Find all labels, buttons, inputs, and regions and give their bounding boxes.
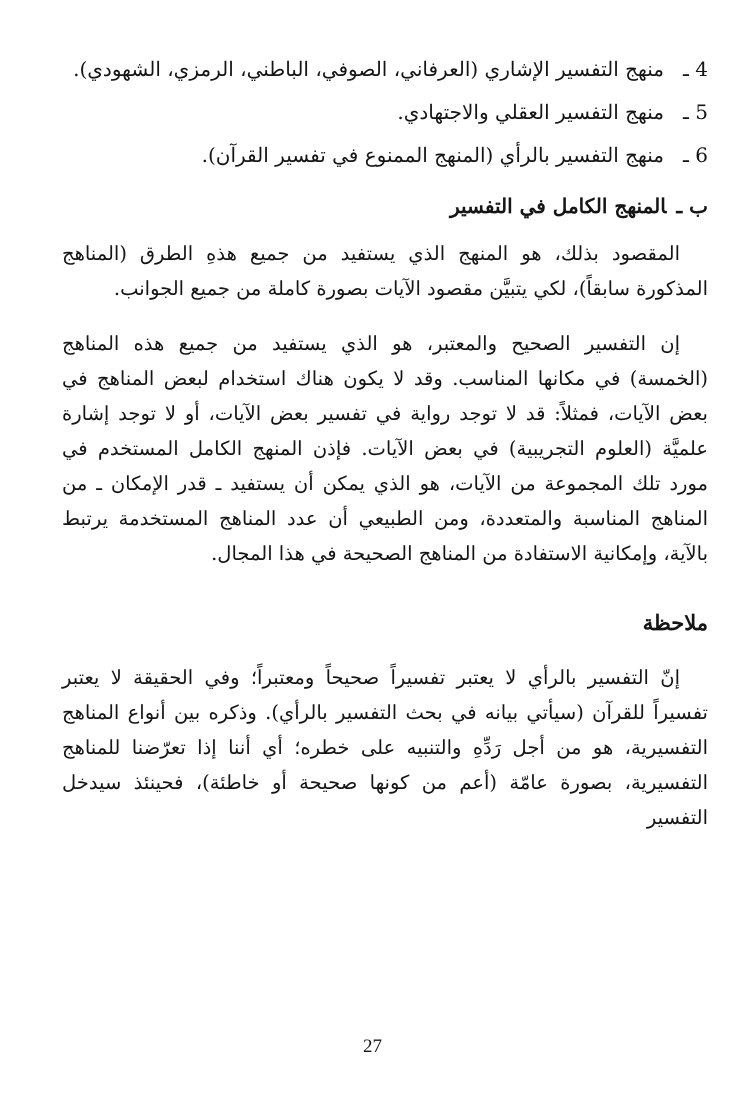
paragraph: إن التفسير الصحيح والمعتبر، هو الذي يستفيد من جميع هذه المناهج (الخمسة) في مكانها المناسب. وقد لا يكون هناك استخدام لبعض المناهج في بعض الآيات، فمثلاً: قد لا توجد رواية في تفسير بعض الآيات، أو لا توجد إشارة علميَّة (العلوم التجريبية) في بعض الآيات. فإذن المنهج الكامل المستخدم في مورد تلك المجموعة من الآيات، هو الذي يمكن أن يستفيد ـ قدر الإمكان ـ من المناهج المناسبة والمتعددة، ومن الطبيعي أن عدد المناهج المستخدمة يرتبط بالآية، وإمكانية الاستفادة من المناهج الصحيحة في هذا المجال. [62, 331, 708, 565]
list-item-number: 4 ـ [683, 57, 708, 81]
list-item-text: منهج التفسير الإشاري (العرفاني، الصوفي، الباطني، الرمزي، الشهودي). [73, 57, 664, 81]
section-title: المنهج الكامل في التفسير [449, 194, 667, 218]
note-paragraph: إنّ التفسير بالرأي لا يعتبر تفسيراً صحيحاً ومعتبراً؛ وفي الحقيقة لا يعتبر تفسيراً للقرآن (سيأتي بيانه في بحث التفسير بالرأي). وذكره بين أنواع المناهج التفسيرية، هو من أجل رَدِّهِ والتنبيه على خطره؛ أي أننا إذا تعرّضنا للمناهج التفسيرية، بصورة عامّة (أعم من كونها صحيحة أو خاطئة)، فحينئذ سيدخل التفسير [62, 665, 708, 829]
list-item [62, 52, 708, 87]
section-heading [62, 189, 708, 224]
list-item-number: 6 ـ [683, 143, 708, 167]
list-item-number: 5 ـ [683, 100, 708, 124]
page-content [62, 52, 708, 854]
list-item [62, 95, 708, 130]
list-item [62, 138, 708, 173]
list-item-text: منهج التفسير بالرأي (المنهج الممنوع في تفسير القرآن). [201, 143, 664, 167]
note-heading: ملاحظة [642, 609, 708, 635]
page-number: 27 [363, 1036, 382, 1057]
section-marker: ب ـ [676, 194, 708, 218]
list-item-text: منهج التفسير العقلي والاجتهادي. [397, 100, 664, 124]
paragraph: المقصود بذلك، هو المنهج الذي يستفيد من جميع هذهِ الطرق (المناهج المذكورة سابقاً)، لكي يتبيَّن مقصود الآيات بصورة كاملة من جميع الجوانب. [62, 242, 708, 300]
